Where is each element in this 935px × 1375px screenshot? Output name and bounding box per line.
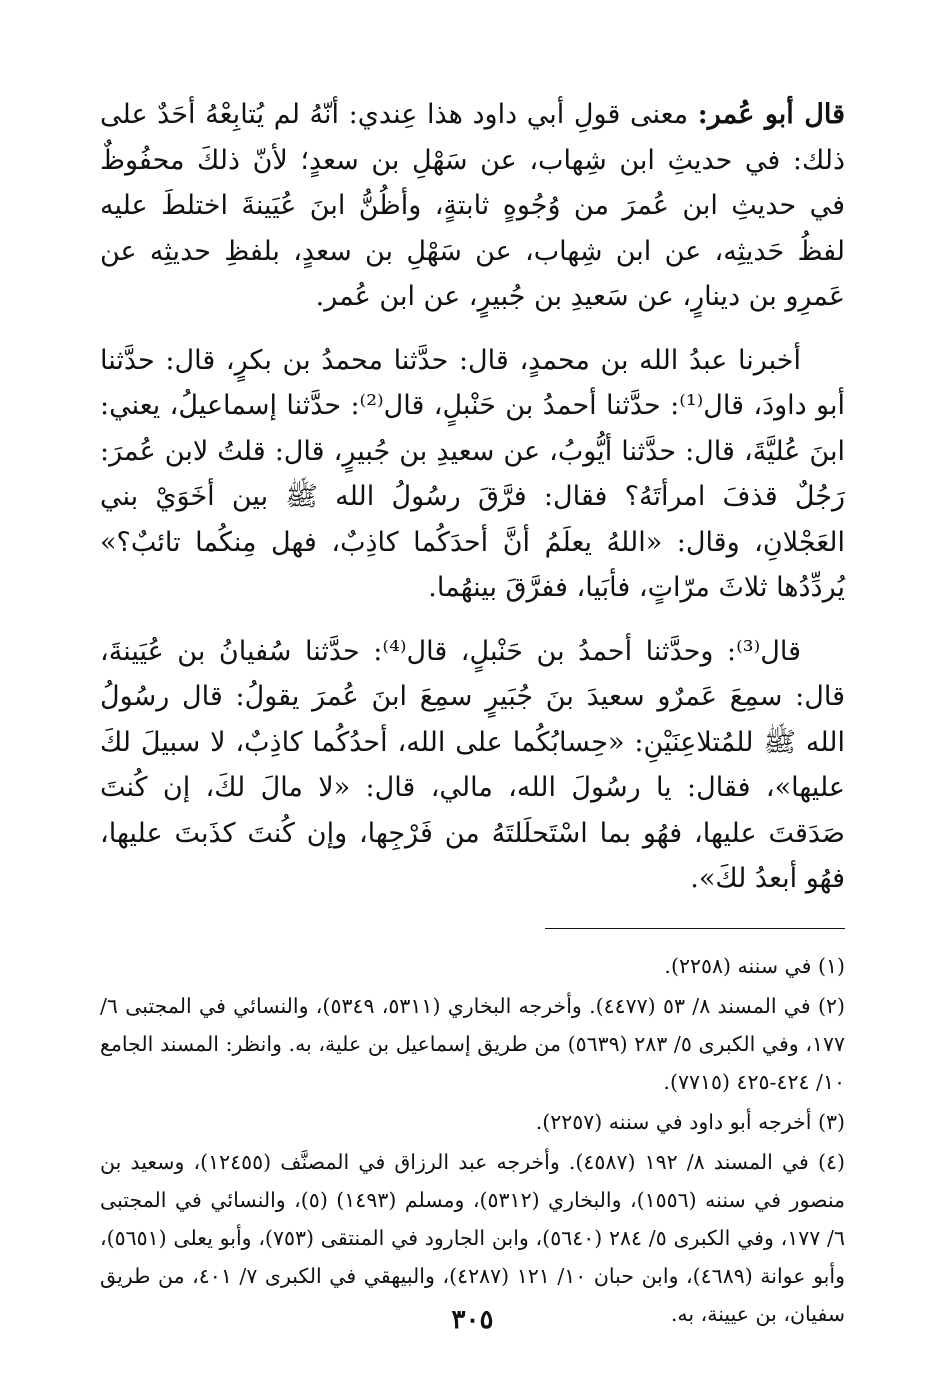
footnote-1 [100, 947, 845, 985]
main-text [100, 92, 845, 902]
footnote-text: أخرجه أبو داود في سننه (٢٢٥٧). [535, 1109, 812, 1134]
paragraph-text: أخبرنا عبدُ الله بن محمدٍ، قال: حدَّثنا محمدُ بن بكرٍ، قال: حدَّثنا أبو داودَ، قال⁽¹⁾: حدَّثنا أحمدُ بن حَنْبلٍ، قال⁽²⁾: حدَّثنا إسماعيلُ، يعني: ابنَ عُليَّةَ، قال: حدَّثنا أيُّوبُ، عن سعيدِ بن جُبيرٍ، قال: قلتُ لابن عُمرَ: رَجُلٌ قذفَ امرأتَهُ؟ فقال: فرَّقَ رسُولُ الله ﷺ بين أخَوَيْ بني العَجْلانِ، وقال: «اللهُ يعلَمُ أنَّ أحدَكُما كاذِبٌ، فهل مِنكُما تائبٌ؟» يُردِّدُها ثلاثَ مرّاتٍ، فأبَيا، ففرَّقَ بينهُما. [100, 344, 845, 603]
paragraph-lead: قال أبو عُمر: [697, 99, 845, 130]
paragraph-text: معنى قولِ أبي داود هذا عِندي: أنّهُ لم يُتابِعْهُ أحَدٌ على ذلك: في حديثِ ابن شِهاب، عن سَهْلِ بن سعدٍ؛ لأنّ ذلكَ محفُوظٌ في حديثِ ابن عُمرَ من وُجُوهٍ ثابتةٍ، وأظُنُّ ابنَ عُيَينةَ اختلطَ عليه لفظُ حَديثِه، عن ابن شِهاب، عن سَهْلِ بن سعدٍ، بلفظِ حديثِه عن عَمرِو بن دينارٍ، عن سَعيدِ بن جُبيرٍ، عن ابن عُمر. [100, 99, 845, 312]
paragraph-1 [100, 92, 845, 320]
footnote-mark: (٢) [818, 993, 846, 1018]
page-number: ٣٠٥ [451, 1305, 494, 1335]
document-page [100, 92, 845, 1335]
paragraph-2 [100, 338, 845, 611]
footnote-divider [545, 928, 845, 929]
paragraph-3 [100, 629, 845, 902]
footnote-text: في المسند ٨/ ٥٣ (٤٤٧٧). وأخرجه البخاري (٥٣١١، ٥٣٤٩)، والنسائي في المجتبى ٦/ ١٧٧، وفي الكبرى ٥/ ٢٨٣ (٥٦٣٩) من طريق إسماعيل بن علية، به. وانظر: المسند الجامع ١٠/ ٤٢٤-٤٢٥ (٧٧١٥). [100, 993, 845, 1094]
footnote-mark: (٣) [817, 1109, 845, 1134]
footnote-mark: (٤) [817, 1149, 845, 1174]
footnote-text: في سننه (٢٢٥٨). [664, 953, 812, 978]
footnote-3 [100, 1103, 845, 1141]
footnote-text: في المسند ٨/ ١٩٢ (٤٥٨٧). وأخرجه عبد الرزاق في المصنَّف (١٢٤٥٥)، وسعيد بن منصور في سننه (١٥٥٦)، والبخاري (٥٣١٢)، ومسلم (١٤٩٣) (٥)، والنسائي في المجتبى ٦/ ١٧٧، وفي الكبرى ٥/ ٢٨٤ (٥٦٤٠)، وابن الجارود في المنتقى (٧٥٣)، وأبو يعلى (٥٦٥١)، وأبو عوانة (٤٦٨٩)، وابن حبان ١٠/ ١٢١ (٤٢٨٧)، والبيهقي في الكبرى ٧/ ٤٠١، من طريق سفيان، بن عيينة، به. [100, 1149, 845, 1326]
paragraph-text: قال⁽³⁾: وحدَّثنا أحمدُ بن حَنْبلٍ، قال⁽⁴⁾: حدَّثنا سُفيانُ بن عُيَينةَ، قال: سمِعَ عَمرٌو سعيدَ بنَ جُبَيرٍ سمِعَ ابنَ عُمرَ يقولُ: قال رسُولُ الله ﷺ للمُتلاعِنَيْنِ: «حِسابُكُما على الله، أحدُكُما كاذِبٌ، لا سبيلَ لكَ عليها»، فقال: يا رسُولَ الله، مالي، قال: «لا مالَ لكَ، إن كُنتَ صَدَقتَ عليها، فهُو بما اسْتَحلَلتَهُ من فَرْجِها، وإن كُنتَ كذَبتَ عليها، فهُو أبعدُ لكَ». [100, 635, 845, 894]
footnotes [100, 947, 845, 1333]
footnote-mark: (١) [817, 953, 845, 978]
footnote-4 [100, 1143, 845, 1333]
footnote-2 [100, 987, 845, 1101]
